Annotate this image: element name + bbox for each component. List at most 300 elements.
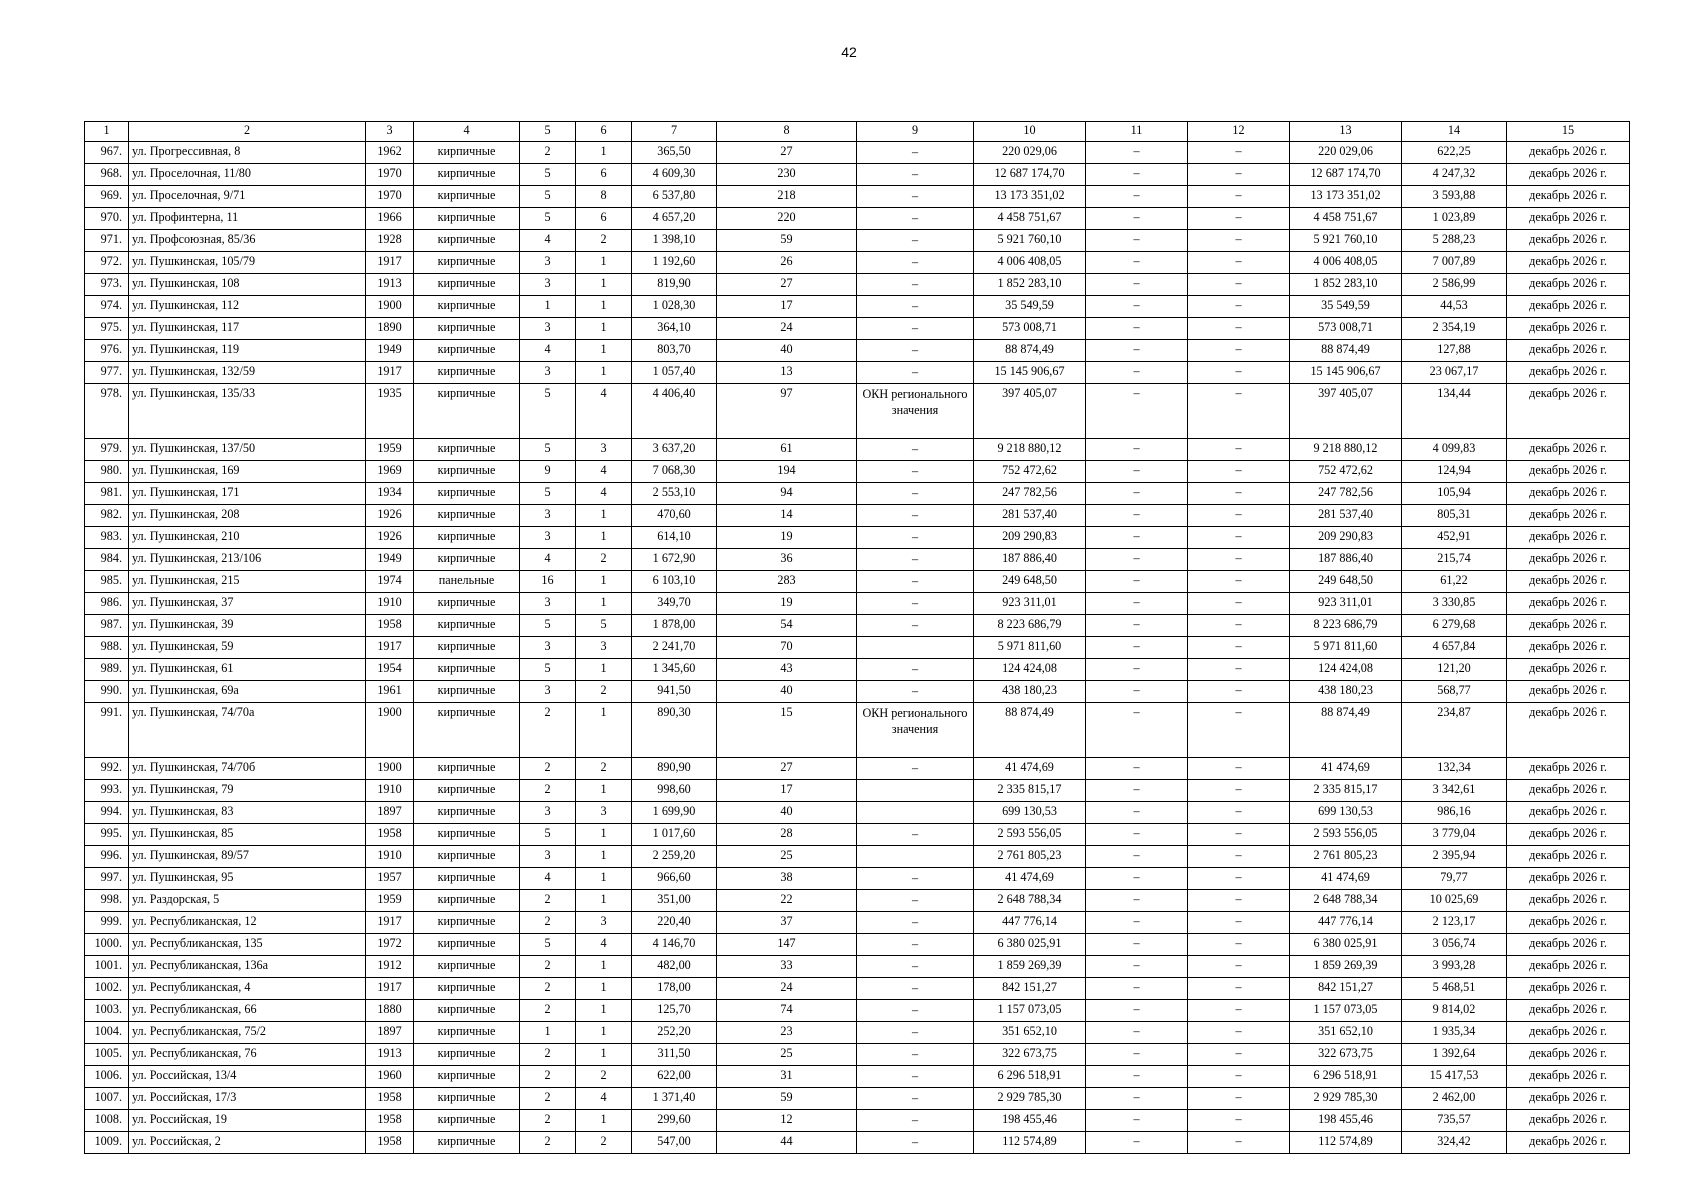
cell-year-built: 1913 xyxy=(366,274,414,296)
cell-cost-per-unit: 3 593,88 xyxy=(1402,186,1507,208)
cell-floors: 3 xyxy=(520,593,576,615)
cell-wall-material: кирпичные xyxy=(414,1088,520,1110)
cell-deadline: декабрь 2026 г. xyxy=(1507,505,1630,527)
cell-area: 1 057,40 xyxy=(632,362,717,384)
cell-deadline: декабрь 2026 г. xyxy=(1507,164,1630,186)
cell-cost-total: 13 173 351,02 xyxy=(974,186,1086,208)
cell-residents: 25 xyxy=(717,1044,857,1066)
cell-deadline: декабрь 2026 г. xyxy=(1507,186,1630,208)
cell-cost-col11: – xyxy=(1086,252,1188,274)
cell-cost-col11: – xyxy=(1086,340,1188,362)
cell-year-built: 1926 xyxy=(366,527,414,549)
cell-cost-col11: – xyxy=(1086,1132,1188,1154)
cell-cost-col11: – xyxy=(1086,846,1188,868)
cell-cost-total: 2 929 785,30 xyxy=(974,1088,1086,1110)
cell-area: 482,00 xyxy=(632,956,717,978)
cell-area: 125,70 xyxy=(632,1000,717,1022)
cell-area: 547,00 xyxy=(632,1132,717,1154)
cell-row-number: 976. xyxy=(85,340,129,362)
cell-cost-col12: – xyxy=(1188,527,1290,549)
cell-floors: 4 xyxy=(520,230,576,252)
cell-cost-col13: 351 652,10 xyxy=(1290,1022,1402,1044)
cell-cost-col12: – xyxy=(1188,164,1290,186)
cell-cost-col13: 5 971 811,60 xyxy=(1290,637,1402,659)
cell-heritage-status: – xyxy=(857,571,974,593)
cell-floors: 9 xyxy=(520,461,576,483)
cell-address: ул. Прогрессивная, 8 xyxy=(129,142,366,164)
cell-cost-per-unit: 324,42 xyxy=(1402,1132,1507,1154)
cell-cost-col12: – xyxy=(1188,505,1290,527)
cell-heritage-status xyxy=(857,802,974,824)
cell-wall-material: кирпичные xyxy=(414,318,520,340)
cell-cost-col12: – xyxy=(1188,274,1290,296)
cell-wall-material: кирпичные xyxy=(414,186,520,208)
cell-cost-col12: – xyxy=(1188,956,1290,978)
cell-cost-col12: – xyxy=(1188,758,1290,780)
cell-entrances: 1 xyxy=(576,978,632,1000)
cell-entrances: 2 xyxy=(576,549,632,571)
cell-entrances: 6 xyxy=(576,164,632,186)
column-header-14: 14 xyxy=(1402,122,1507,142)
cell-area: 890,90 xyxy=(632,758,717,780)
cell-heritage-status: – xyxy=(857,1132,974,1154)
cell-area: 299,60 xyxy=(632,1110,717,1132)
cell-cost-col13: 447 776,14 xyxy=(1290,912,1402,934)
cell-floors: 2 xyxy=(520,912,576,934)
cell-year-built: 1957 xyxy=(366,868,414,890)
cell-address: ул. Республиканская, 66 xyxy=(129,1000,366,1022)
cell-wall-material: кирпичные xyxy=(414,681,520,703)
cell-address: ул. Пушкинская, 105/79 xyxy=(129,252,366,274)
cell-deadline: декабрь 2026 г. xyxy=(1507,890,1630,912)
cell-wall-material: кирпичные xyxy=(414,846,520,868)
cell-address: ул. Проселочная, 11/80 xyxy=(129,164,366,186)
cell-residents: 33 xyxy=(717,956,857,978)
cell-cost-col11: – xyxy=(1086,956,1188,978)
cell-heritage-status: – xyxy=(857,1022,974,1044)
column-header-12: 12 xyxy=(1188,122,1290,142)
cell-cost-per-unit: 215,74 xyxy=(1402,549,1507,571)
cell-heritage-status: – xyxy=(857,978,974,1000)
cell-entrances: 1 xyxy=(576,340,632,362)
cell-address: ул. Пушкинская, 95 xyxy=(129,868,366,890)
table-row xyxy=(85,505,1630,527)
table-header xyxy=(85,122,1630,142)
table-row xyxy=(85,978,1630,1000)
cell-area: 1 371,40 xyxy=(632,1088,717,1110)
cell-cost-col13: 842 151,27 xyxy=(1290,978,1402,1000)
cell-entrances: 3 xyxy=(576,802,632,824)
cell-cost-per-unit: 10 025,69 xyxy=(1402,890,1507,912)
cell-wall-material: кирпичные xyxy=(414,912,520,934)
cell-cost-per-unit: 568,77 xyxy=(1402,681,1507,703)
cell-residents: 19 xyxy=(717,593,857,615)
cell-entrances: 1 xyxy=(576,318,632,340)
cell-cost-total: 124 424,08 xyxy=(974,659,1086,681)
cell-floors: 4 xyxy=(520,868,576,890)
cell-address: ул. Республиканская, 75/2 xyxy=(129,1022,366,1044)
cell-deadline: декабрь 2026 г. xyxy=(1507,868,1630,890)
cell-residents: 70 xyxy=(717,637,857,659)
cell-entrances: 1 xyxy=(576,505,632,527)
cell-cost-col11: – xyxy=(1086,1000,1188,1022)
cell-residents: 74 xyxy=(717,1000,857,1022)
cell-cost-col13: 573 008,71 xyxy=(1290,318,1402,340)
cell-area: 1 699,90 xyxy=(632,802,717,824)
cell-residents: 36 xyxy=(717,549,857,571)
cell-cost-total: 4 458 751,67 xyxy=(974,208,1086,230)
cell-row-number: 998. xyxy=(85,890,129,912)
cell-cost-col13: 8 223 686,79 xyxy=(1290,615,1402,637)
cell-entrances: 1 xyxy=(576,824,632,846)
cell-cost-col13: 1 859 269,39 xyxy=(1290,956,1402,978)
cell-cost-col11: – xyxy=(1086,164,1188,186)
cell-entrances: 4 xyxy=(576,1088,632,1110)
cell-cost-per-unit: 9 814,02 xyxy=(1402,1000,1507,1022)
cell-row-number: 1005. xyxy=(85,1044,129,1066)
cell-entrances: 1 xyxy=(576,274,632,296)
cell-cost-col12: – xyxy=(1188,846,1290,868)
cell-deadline: декабрь 2026 г. xyxy=(1507,824,1630,846)
cell-row-number: 1009. xyxy=(85,1132,129,1154)
table-row xyxy=(85,439,1630,461)
cell-cost-col11: – xyxy=(1086,439,1188,461)
cell-deadline: декабрь 2026 г. xyxy=(1507,681,1630,703)
cell-area: 3 637,20 xyxy=(632,439,717,461)
cell-heritage-status: – xyxy=(857,208,974,230)
cell-area: 2 259,20 xyxy=(632,846,717,868)
cell-year-built: 1917 xyxy=(366,637,414,659)
cell-address: ул. Пушкинская, 59 xyxy=(129,637,366,659)
cell-cost-col13: 88 874,49 xyxy=(1290,340,1402,362)
cell-cost-col13: 2 335 815,17 xyxy=(1290,780,1402,802)
cell-deadline: декабрь 2026 г. xyxy=(1507,340,1630,362)
cell-cost-total: 2 648 788,34 xyxy=(974,890,1086,912)
cell-cost-per-unit: 134,44 xyxy=(1402,384,1507,439)
cell-row-number: 971. xyxy=(85,230,129,252)
cell-year-built: 1917 xyxy=(366,912,414,934)
cell-cost-per-unit: 15 417,53 xyxy=(1402,1066,1507,1088)
cell-year-built: 1949 xyxy=(366,340,414,362)
table-row xyxy=(85,703,1630,758)
cell-wall-material: кирпичные xyxy=(414,274,520,296)
cell-floors: 3 xyxy=(520,505,576,527)
cell-cost-per-unit: 105,94 xyxy=(1402,483,1507,505)
cell-address: ул. Пушкинская, 169 xyxy=(129,461,366,483)
cell-cost-total: 2 593 556,05 xyxy=(974,824,1086,846)
cell-year-built: 1959 xyxy=(366,439,414,461)
cell-cost-total: 322 673,75 xyxy=(974,1044,1086,1066)
cell-cost-col11: – xyxy=(1086,934,1188,956)
table-row xyxy=(85,384,1630,439)
table-row xyxy=(85,483,1630,505)
cell-entrances: 1 xyxy=(576,296,632,318)
cell-cost-col13: 699 130,53 xyxy=(1290,802,1402,824)
cell-floors: 3 xyxy=(520,637,576,659)
cell-deadline: декабрь 2026 г. xyxy=(1507,780,1630,802)
cell-cost-col13: 4 006 408,05 xyxy=(1290,252,1402,274)
cell-cost-col13: 6 380 025,91 xyxy=(1290,934,1402,956)
cell-cost-col11: – xyxy=(1086,208,1188,230)
cell-cost-total: 187 886,40 xyxy=(974,549,1086,571)
table-row xyxy=(85,934,1630,956)
cell-entrances: 3 xyxy=(576,439,632,461)
cell-area: 4 609,30 xyxy=(632,164,717,186)
cell-area: 178,00 xyxy=(632,978,717,1000)
cell-cost-col13: 12 687 174,70 xyxy=(1290,164,1402,186)
cell-cost-per-unit: 3 330,85 xyxy=(1402,593,1507,615)
cell-deadline: декабрь 2026 г. xyxy=(1507,978,1630,1000)
cell-year-built: 1917 xyxy=(366,978,414,1000)
cell-year-built: 1958 xyxy=(366,824,414,846)
cell-cost-col13: 247 782,56 xyxy=(1290,483,1402,505)
cell-cost-col11: – xyxy=(1086,593,1188,615)
cell-cost-per-unit: 121,20 xyxy=(1402,659,1507,681)
cell-entrances: 1 xyxy=(576,956,632,978)
page-number: 42 xyxy=(841,44,857,60)
cell-entrances: 2 xyxy=(576,1132,632,1154)
cell-cost-col12: – xyxy=(1188,1132,1290,1154)
cell-cost-per-unit: 132,34 xyxy=(1402,758,1507,780)
cell-cost-col12: – xyxy=(1188,318,1290,340)
cell-cost-col11: – xyxy=(1086,527,1188,549)
cell-row-number: 996. xyxy=(85,846,129,868)
cell-cost-col12: – xyxy=(1188,142,1290,164)
cell-residents: 44 xyxy=(717,1132,857,1154)
cell-entrances: 2 xyxy=(576,1066,632,1088)
cell-row-number: 977. xyxy=(85,362,129,384)
cell-cost-per-unit: 2 462,00 xyxy=(1402,1088,1507,1110)
table-row xyxy=(85,868,1630,890)
cell-cost-total: 6 380 025,91 xyxy=(974,934,1086,956)
cell-wall-material: кирпичные xyxy=(414,252,520,274)
cell-heritage-status: – xyxy=(857,1066,974,1088)
cell-cost-col13: 187 886,40 xyxy=(1290,549,1402,571)
cell-cost-total: 4 006 408,05 xyxy=(974,252,1086,274)
cell-floors: 16 xyxy=(520,571,576,593)
cell-row-number: 1006. xyxy=(85,1066,129,1088)
cell-cost-col11: – xyxy=(1086,978,1188,1000)
cell-cost-per-unit: 2 123,17 xyxy=(1402,912,1507,934)
cell-cost-total: 41 474,69 xyxy=(974,868,1086,890)
cell-cost-per-unit: 3 056,74 xyxy=(1402,934,1507,956)
cell-cost-col11: – xyxy=(1086,890,1188,912)
cell-cost-total: 752 472,62 xyxy=(974,461,1086,483)
cell-cost-per-unit: 622,25 xyxy=(1402,142,1507,164)
cell-wall-material: кирпичные xyxy=(414,230,520,252)
cell-row-number: 984. xyxy=(85,549,129,571)
cell-area: 6 103,10 xyxy=(632,571,717,593)
cell-row-number: 1004. xyxy=(85,1022,129,1044)
cell-entrances: 3 xyxy=(576,637,632,659)
cell-year-built: 1958 xyxy=(366,1088,414,1110)
cell-row-number: 988. xyxy=(85,637,129,659)
cell-heritage-status: – xyxy=(857,615,974,637)
cell-cost-per-unit: 5 288,23 xyxy=(1402,230,1507,252)
cell-cost-per-unit: 79,77 xyxy=(1402,868,1507,890)
cell-cost-col11: – xyxy=(1086,912,1188,934)
cell-cost-col12: – xyxy=(1188,461,1290,483)
cell-wall-material: кирпичные xyxy=(414,615,520,637)
cell-year-built: 1972 xyxy=(366,934,414,956)
cell-year-built: 1913 xyxy=(366,1044,414,1066)
cell-year-built: 1897 xyxy=(366,1022,414,1044)
cell-residents: 218 xyxy=(717,186,857,208)
cell-cost-total: 12 687 174,70 xyxy=(974,164,1086,186)
cell-cost-per-unit: 6 279,68 xyxy=(1402,615,1507,637)
cell-row-number: 979. xyxy=(85,439,129,461)
cell-area: 1 345,60 xyxy=(632,659,717,681)
cell-cost-total: 209 290,83 xyxy=(974,527,1086,549)
cell-address: ул. Республиканская, 12 xyxy=(129,912,366,934)
cell-cost-col13: 1 852 283,10 xyxy=(1290,274,1402,296)
cell-wall-material: кирпичные xyxy=(414,439,520,461)
cell-residents: 22 xyxy=(717,890,857,912)
cell-cost-col11: – xyxy=(1086,296,1188,318)
cell-residents: 24 xyxy=(717,318,857,340)
cell-wall-material: кирпичные xyxy=(414,593,520,615)
cell-area: 622,00 xyxy=(632,1066,717,1088)
cell-cost-total: 842 151,27 xyxy=(974,978,1086,1000)
table-row xyxy=(85,1044,1630,1066)
cell-residents: 17 xyxy=(717,296,857,318)
cell-residents: 220 xyxy=(717,208,857,230)
cell-deadline: декабрь 2026 г. xyxy=(1507,1088,1630,1110)
cell-cost-col13: 35 549,59 xyxy=(1290,296,1402,318)
cell-row-number: 990. xyxy=(85,681,129,703)
cell-wall-material: кирпичные xyxy=(414,164,520,186)
cell-cost-per-unit: 1 935,34 xyxy=(1402,1022,1507,1044)
cell-deadline: декабрь 2026 г. xyxy=(1507,571,1630,593)
cell-heritage-status: – xyxy=(857,593,974,615)
cell-address: ул. Пушкинская, 215 xyxy=(129,571,366,593)
table-row xyxy=(85,615,1630,637)
cell-row-number: 981. xyxy=(85,483,129,505)
cell-cost-col11: – xyxy=(1086,571,1188,593)
cell-residents: 43 xyxy=(717,659,857,681)
table-row xyxy=(85,208,1630,230)
cell-year-built: 1970 xyxy=(366,164,414,186)
cell-cost-per-unit: 124,94 xyxy=(1402,461,1507,483)
table-row xyxy=(85,758,1630,780)
cell-area: 252,20 xyxy=(632,1022,717,1044)
cell-year-built: 1974 xyxy=(366,571,414,593)
cell-residents: 14 xyxy=(717,505,857,527)
cell-cost-per-unit: 23 067,17 xyxy=(1402,362,1507,384)
cell-heritage-status: – xyxy=(857,439,974,461)
cell-deadline: декабрь 2026 г. xyxy=(1507,1000,1630,1022)
cell-row-number: 991. xyxy=(85,703,129,758)
column-header-9: 9 xyxy=(857,122,974,142)
cell-floors: 2 xyxy=(520,1044,576,1066)
cell-cost-per-unit: 3 993,28 xyxy=(1402,956,1507,978)
cell-cost-col11: – xyxy=(1086,1110,1188,1132)
cell-row-number: 975. xyxy=(85,318,129,340)
cell-deadline: декабрь 2026 г. xyxy=(1507,362,1630,384)
cell-cost-total: 351 652,10 xyxy=(974,1022,1086,1044)
cell-residents: 194 xyxy=(717,461,857,483)
cell-residents: 23 xyxy=(717,1022,857,1044)
cell-address: ул. Пушкинская, 74/70а xyxy=(129,703,366,758)
cell-area: 998,60 xyxy=(632,780,717,802)
cell-deadline: декабрь 2026 г. xyxy=(1507,802,1630,824)
cell-row-number: 986. xyxy=(85,593,129,615)
cell-floors: 2 xyxy=(520,978,576,1000)
cell-entrances: 1 xyxy=(576,890,632,912)
cell-address: ул. Пушкинская, 39 xyxy=(129,615,366,637)
cell-cost-total: 1 859 269,39 xyxy=(974,956,1086,978)
cell-row-number: 972. xyxy=(85,252,129,274)
cell-deadline: декабрь 2026 г. xyxy=(1507,274,1630,296)
table-row xyxy=(85,780,1630,802)
cell-cost-per-unit: 127,88 xyxy=(1402,340,1507,362)
cell-address: ул. Республиканская, 76 xyxy=(129,1044,366,1066)
cell-floors: 3 xyxy=(520,527,576,549)
cell-area: 1 017,60 xyxy=(632,824,717,846)
cell-heritage-status: – xyxy=(857,681,974,703)
table-row xyxy=(85,296,1630,318)
cell-wall-material: кирпичные xyxy=(414,978,520,1000)
cell-cost-total: 41 474,69 xyxy=(974,758,1086,780)
cell-area: 966,60 xyxy=(632,868,717,890)
cell-wall-material: кирпичные xyxy=(414,1022,520,1044)
cell-entrances: 1 xyxy=(576,1044,632,1066)
table-row xyxy=(85,1132,1630,1154)
cell-deadline: декабрь 2026 г. xyxy=(1507,296,1630,318)
cell-deadline: декабрь 2026 г. xyxy=(1507,439,1630,461)
cell-address: ул. Пушкинская, 61 xyxy=(129,659,366,681)
table-row xyxy=(85,593,1630,615)
cell-cost-total: 88 874,49 xyxy=(974,703,1086,758)
cell-cost-col11: – xyxy=(1086,274,1188,296)
cell-area: 349,70 xyxy=(632,593,717,615)
cell-address: ул. Республиканская, 4 xyxy=(129,978,366,1000)
cell-cost-col11: – xyxy=(1086,1022,1188,1044)
cell-row-number: 989. xyxy=(85,659,129,681)
cell-deadline: декабрь 2026 г. xyxy=(1507,593,1630,615)
cell-entrances: 4 xyxy=(576,384,632,439)
cell-cost-col13: 88 874,49 xyxy=(1290,703,1402,758)
cell-year-built: 1935 xyxy=(366,384,414,439)
cell-year-built: 1959 xyxy=(366,890,414,912)
cell-entrances: 1 xyxy=(576,571,632,593)
cell-floors: 2 xyxy=(520,1088,576,1110)
cell-wall-material: кирпичные xyxy=(414,1066,520,1088)
cell-cost-col12: – xyxy=(1188,802,1290,824)
cell-address: ул. Пушкинская, 213/106 xyxy=(129,549,366,571)
cell-cost-col12: – xyxy=(1188,659,1290,681)
cell-floors: 5 xyxy=(520,824,576,846)
cell-year-built: 1970 xyxy=(366,186,414,208)
cell-entrances: 1 xyxy=(576,142,632,164)
cell-residents: 31 xyxy=(717,1066,857,1088)
cell-entrances: 1 xyxy=(576,1022,632,1044)
cell-cost-col13: 41 474,69 xyxy=(1290,868,1402,890)
cell-year-built: 1912 xyxy=(366,956,414,978)
column-header-5: 5 xyxy=(520,122,576,142)
cell-floors: 3 xyxy=(520,846,576,868)
cell-residents: 27 xyxy=(717,758,857,780)
cell-year-built: 1954 xyxy=(366,659,414,681)
cell-deadline: декабрь 2026 г. xyxy=(1507,1132,1630,1154)
cell-floors: 1 xyxy=(520,1022,576,1044)
cell-cost-col12: – xyxy=(1188,483,1290,505)
cell-heritage-status: – xyxy=(857,912,974,934)
table-row xyxy=(85,340,1630,362)
column-header-1: 1 xyxy=(85,122,129,142)
cell-cost-col11: – xyxy=(1086,868,1188,890)
cell-area: 311,50 xyxy=(632,1044,717,1066)
